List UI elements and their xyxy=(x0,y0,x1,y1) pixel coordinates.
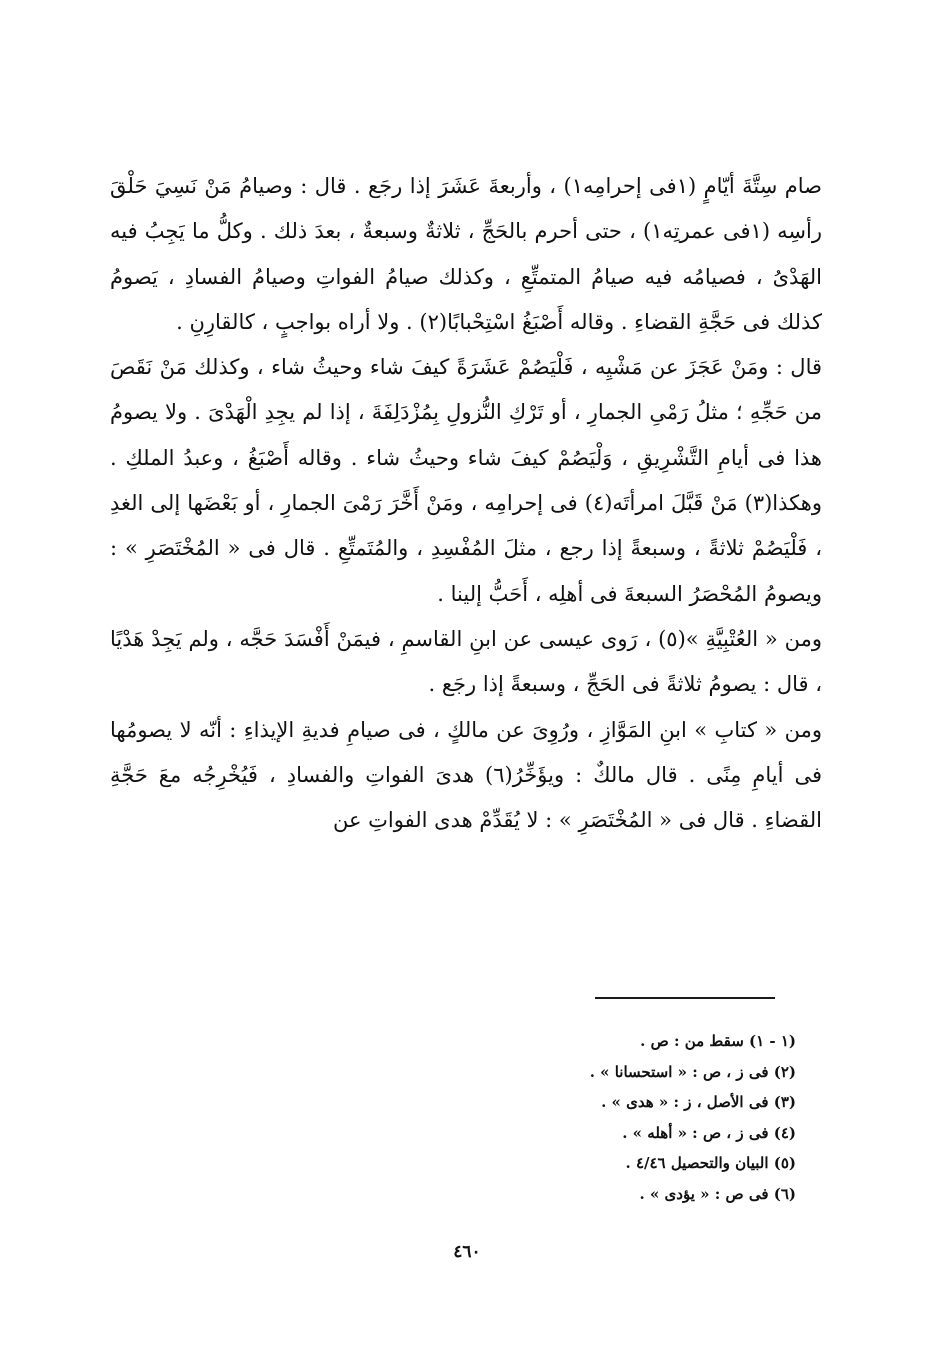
page-number: ٤٦٠ xyxy=(453,1242,481,1262)
footnote-2: (٢) فى ز ، ص : « استحسانا » . xyxy=(589,1062,796,1081)
main-text xyxy=(110,164,822,843)
footnote-1: (١ - ١) سقط من : ص . xyxy=(640,1032,796,1050)
paragraph-1: صام سِتَّةَ أيّامٍ (١فى إحرامِه١) ، وأربعةَ عَشَرَ إذا رجَع . قال : وصيامُ مَنْ نَسِيَ حَلْقَ رأسِه (١فى عمرتِه١) ، حتى أحرم بالحَجِّ ، ثلاثةٌ وسبعةٌ ، بعدَ ذلك . وكلُّ ما يَجِبُ فيه الهَدْىُ ، فصيامُه فيه صيامُ المتمتِّعِ ، وكذلك صيامُ الفواتِ وصيامُ الفسادِ ، يَصومُ كذلك فى حَجَّةِ القضاءِ . وقاله أَصْبَغُ اسْتِحْبابًا(٢) . ولا أراه بواجبٍ ، كالقارِنِ . xyxy=(110,174,822,334)
footnote-5: (٥) البيان والتحصيل ٤/٤٦ . xyxy=(625,1154,796,1172)
footnote-6: (٦) فى ص : « يؤدى » . xyxy=(639,1184,796,1203)
footnote-4: (٤) فى ز ، ص : « أهله » . xyxy=(622,1123,796,1142)
footnotes xyxy=(296,1026,796,1209)
paragraph-3: ومن « العُتْبِيَّةِ »(٥) ، رَوى عيسى عن ابنِ القاسمِ ، فيمَنْ أَفْسَدَ حَجَّه ، ولم يَجِدْ هَدْيًا ، قال : يصومُ ثلاثةً فى الحَجِّ ، وسبعةً إذا رجَع . xyxy=(110,626,822,697)
footnote-3: (٣) فى الأصل ، ز : « هدى » . xyxy=(601,1093,796,1111)
paragraph-4: ومن « كتابِ » ابنِ المَوَّازِ ، ورُوِىَ عن مالكٍ ، فى صيامِ فديةِ الإيذاءِ : أنّه لا يصومُها فى أيامِ مِنًى . قال مالكٌ : ويؤَخِّرُ(٦) هدىَ الفواتِ والفسادِ ، فَيُخْرِجُه معَ حَجَّةِ القضاءِ . قال فى « المُخْتَصَرِ » : لا يُقَدِّمْ هدى الفواتِ عن xyxy=(110,717,822,833)
footnote-separator xyxy=(595,997,775,999)
paragraph-2: قال : ومَنْ عَجَزَ عن مَشْيِه ، فَلْيَصُمْ عَشَرَةً كيفَ شاء وحيثُ شاء ، وكذلك مَنْ نَقَصَ من حَجِّهِ ؛ مثلُ رَمْىِ الجمارِ ، أو تَرْكِ النُّزولِ بِمُزْدَلِفَةَ ، إذا لم يجِدِ الْهَدْىَ . ولا يصومُ هذا فى أيامِ التَّشْرِيقِ ، وَلْيَصُمْ كيفَ شاء وحيثُ شاء . وقاله أَصْبَغُ ، وعبدُ الملكِ . وهكذا(٣) مَنْ قَبَّلَ امرأتَه(٤) فى إحرامِه ، ومَنْ أَخَّرَ رَمْىَ الجمارِ ، أو بَعْضَها إلى الغدِ ، فَلْيَصُمْ ثلاثةً ، وسبعةً إذا رجع ، مثلَ المُفْسِدِ ، والمُتَمتِّعِ . قال فى « المُخْتَصَرِ » : ويصومُ المُحْصَرُ السبعةَ فى أهلِه ، أَحَبُّ إلينا . xyxy=(110,355,822,606)
